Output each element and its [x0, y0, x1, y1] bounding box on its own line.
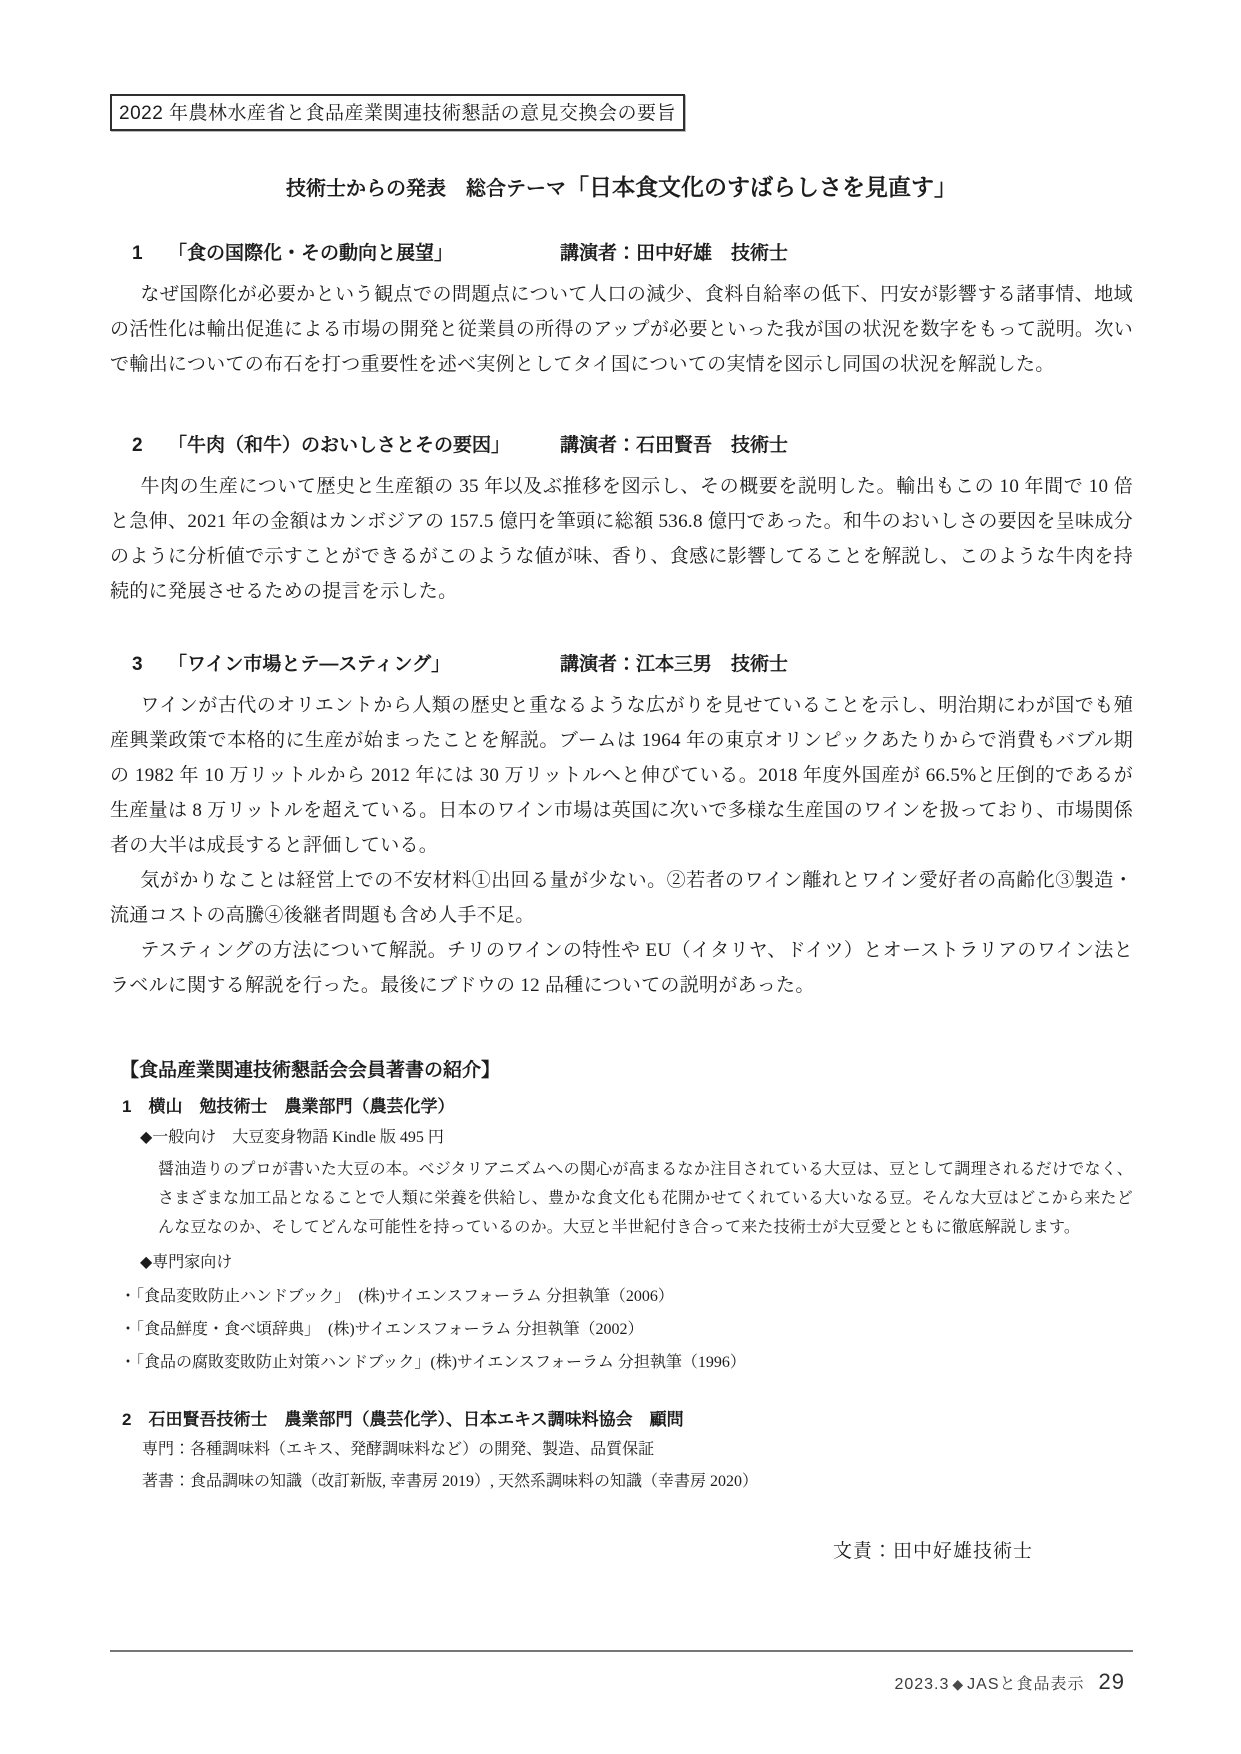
document-header-box: 2022 年農林水産省と食品産業関連技術懇話の意見交換会の要旨 — [110, 94, 685, 131]
expert-audience-label: ◆専門家向け — [140, 1254, 233, 1271]
footer-journal-title: JASと食品表示 — [967, 1676, 1085, 1693]
member-2-specialty: 専門：各種調味料（エキス、発酵調味料など）の開発、製造、品質保証 — [142, 1441, 655, 1458]
general-audience-label: ◆一般向け 大豆変身物語 Kindle 版 495 円 — [140, 1129, 444, 1146]
section-3-heading — [110, 649, 1133, 676]
section-speaker: 講演者：江本三男 技術士 — [560, 654, 789, 675]
footer-text — [110, 1669, 1133, 1695]
page-title — [110, 169, 1133, 202]
section-3 — [110, 649, 1133, 1003]
member-2-works: 著書：食品調味の知識（改訂新版, 幸書房 2019）, 天然系調味料の知識（幸書房 2020） — [142, 1473, 759, 1490]
footer-issue: 2023.3 — [894, 1676, 950, 1693]
section-number: 3 — [132, 654, 143, 675]
section-2 — [110, 430, 1133, 609]
section-3-paragraph-1: ワインが古代のオリエントから人類の歴史と重なるような広がりを見せていることを示し、明治期にわが国でも殖産興業政策で本格的に生産が始まったことを解説。ブームは 1964 年の東京オリンピックあたりからで消費もバブル期の 1982 年 10 万リットルから 2012 年には 30 万リットルへと伸びている。2018 年度外国産が 66.5%と圧倒的であるが生産量は 8 万リットルを超えている。日本のワイン市場は英国に次いで多様な生産国のワインを扱っており、市場関係者の大半は成長すると評価している。 — [110, 695, 1133, 856]
section-3-paragraph-3: テスティングの方法について解説。チリのワインの特性や EU（イタリヤ、ドイツ）とオーストラリアのワイン法とラベルに関する解説を行った。最後にブドウの 12 品種についての説明があった。 — [110, 940, 1133, 996]
section-1-body: なぜ国際化が必要かという観点での問題点について人口の減少、食料自給率の低下、円安が影響する諸事情、地域の活性化は輸出促進による市場の開発と従業員の所得のアップが必要といった我が国の状況を数字をもって説明。次いで輸出についての布石を打つ重要性を述べ実例としてタイ国についての実情を図示し同国の状況を解説した。 — [110, 284, 1133, 375]
section-title: 「ワイン市場とテ―スティング」 — [168, 654, 451, 675]
book-list-item: ・「食品変敗防止ハンドブック」 (株)サイエンスフォーラム 分担執筆（2006） — [120, 1288, 674, 1305]
section-2-body: 牛肉の生産について歴史と生産額の 35 年以及ぶ推移を図示し、その概要を説明した。輸出もこの 10 年間で 10 倍と急伸、2021 年の金額はカンボジアの 157.5 億円を筆頭に総額 536.8 億円であった。和牛のおいしさの要因を呈味成分のように分析値で示すことができるがこのような値が味、香り、食感に影響してることを解説し、このような牛肉を持続的に発展させるための提言を示した。 — [110, 476, 1133, 602]
book-member-1 — [110, 1092, 1133, 1375]
page-title-prefix: 技術士からの発表 総合テーマ — [286, 178, 566, 200]
section-2-heading — [110, 430, 1133, 457]
page-title-theme: 「日本食文化のすばらしさを見直す」 — [566, 174, 957, 200]
section-title: 「牛肉（和牛）のおいしさとその要因」 — [168, 435, 511, 456]
page-number: 29 — [1098, 1669, 1125, 1694]
book-description: 醤油造りのプロが書いた大豆の本。ベジタリアニズムへの関心が高まるなか注目されている大豆は、豆として調理されるだけでなく、さまざまな加工品となることで人類に栄養を供給し、豊かな食文化も花開かせてくれている大いなる豆。そんな大豆はどこから来たどんな豆なのか、そしてどんな可能性を持っているのか。大豆と半世紀付き合って来た技術士が大豆愛とともに徹底解説します。 — [158, 1161, 1133, 1236]
section-3-paragraph-2: 気がかりなことは経営上での不安材料①出回る量が少ない。②若者のワイン離れとワイン愛好者の高齢化③製造・流通コストの高騰④後継者問題も含め人手不足。 — [110, 870, 1133, 926]
section-speaker: 講演者：石田賢吾 技術士 — [560, 435, 789, 456]
books-section — [110, 1055, 1133, 1494]
section-1-heading — [110, 238, 1133, 265]
author-credit: 文責：田中好雄技術士 — [832, 1541, 1033, 1562]
book-list-item: ・「食品鮮度・食べ頃辞典」 (株)サイエンスフォーラム 分担執筆（2002） — [120, 1321, 644, 1338]
member-2-heading: 2 石田賢吾技術士 農業部門（農芸化学）、日本エキス調味料協会 顧問 — [122, 1410, 684, 1429]
book-list-item: ・「食品の腐敗変敗防止対策ハンドブック」(株)サイエンスフォーラム 分担執筆（1996） — [120, 1354, 746, 1371]
section-number: 1 — [132, 243, 143, 264]
section-number: 2 — [132, 435, 143, 456]
page-footer — [110, 1650, 1133, 1695]
section-1 — [110, 238, 1133, 382]
member-1-heading: 1 横山 勉技術士 農業部門（農芸化学） — [122, 1097, 455, 1116]
book-member-2 — [110, 1405, 1133, 1494]
books-section-heading: 【食品産業関連技術懇話会会員著書の紹介】 — [120, 1060, 501, 1081]
section-title: 「食の国際化・その動向と展望」 — [168, 243, 454, 264]
diamond-icon: ◆ — [952, 1676, 965, 1692]
section-speaker: 講演者：田中好雄 技術士 — [560, 243, 789, 264]
